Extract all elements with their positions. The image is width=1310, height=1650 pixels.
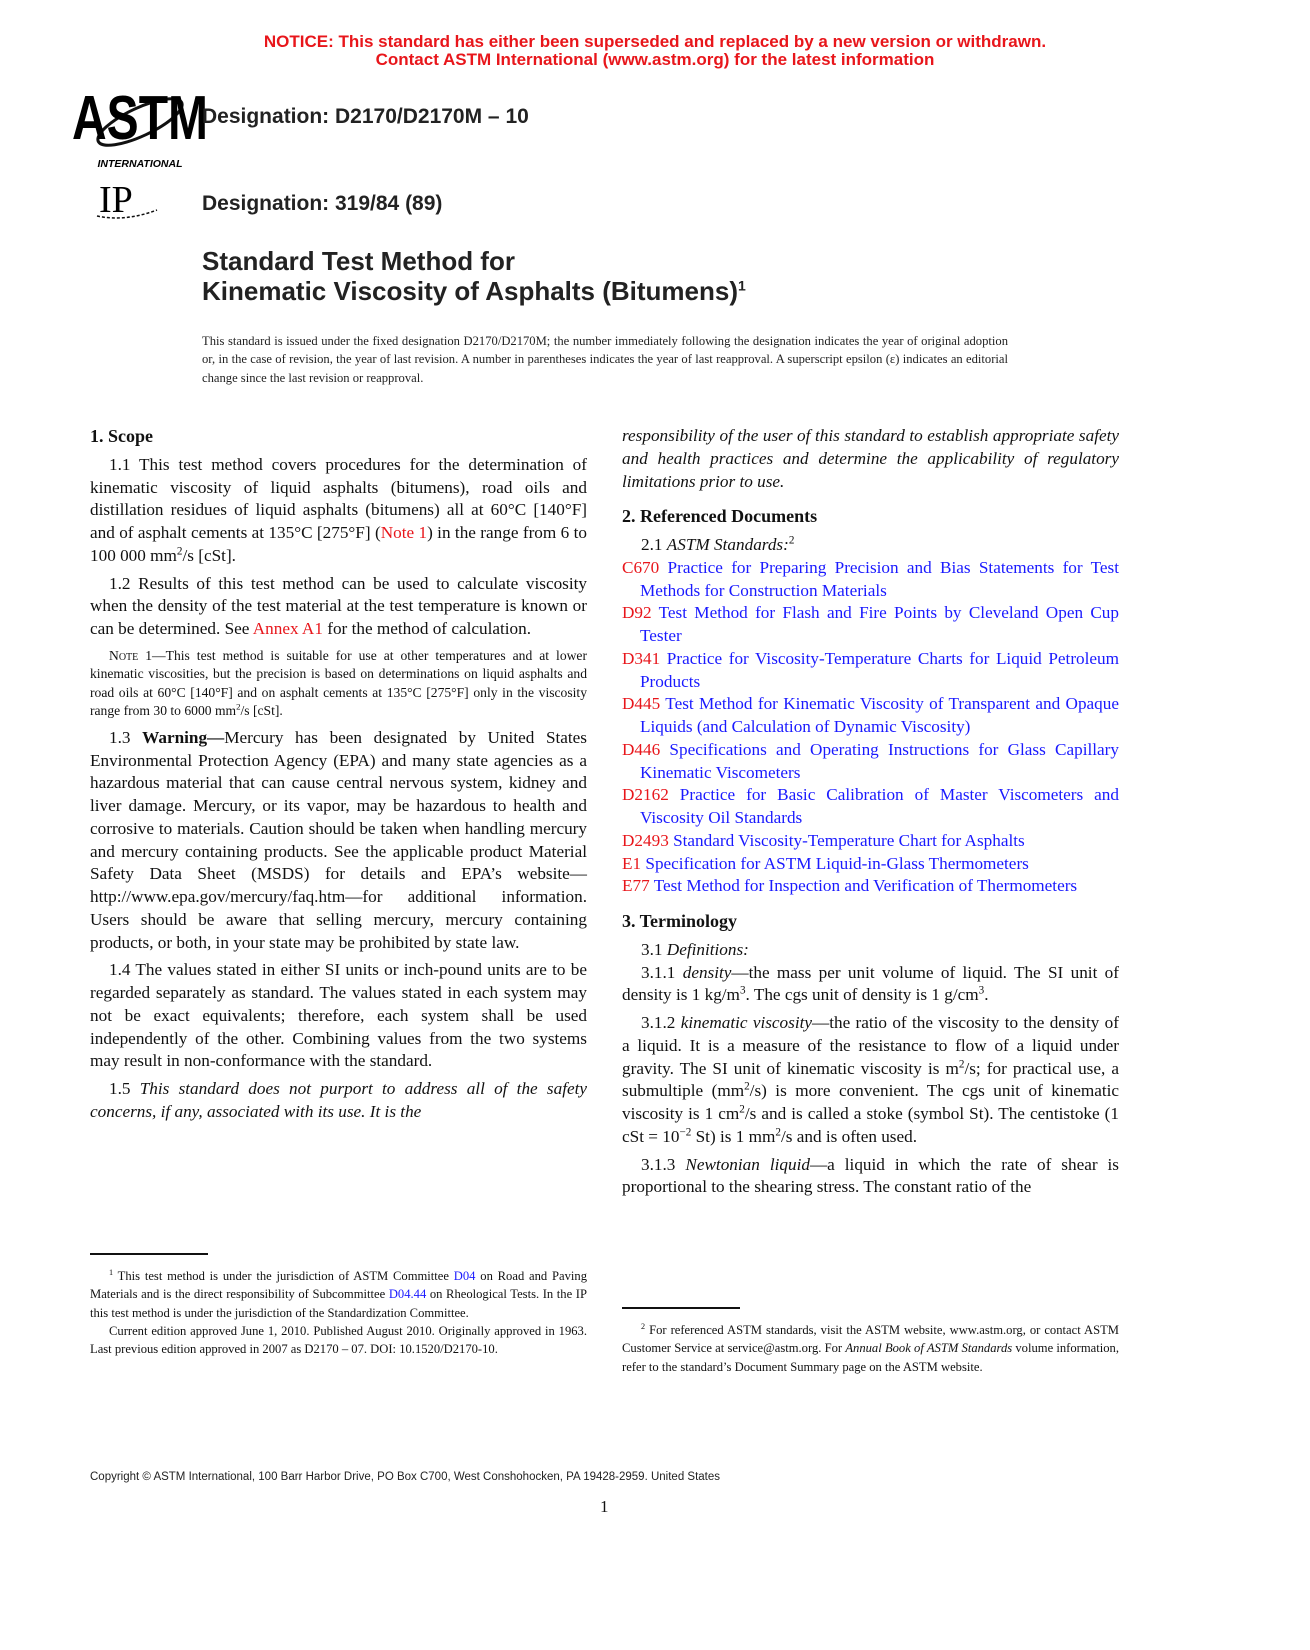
referenced-documents-list (622, 557, 1119, 898)
superscript: 3 (739, 984, 746, 997)
referenced-document-item[interactable] (622, 557, 1119, 603)
svg-text:IP: IP (99, 179, 133, 221)
text-run: /s and is called a stoke (symbol St). The centistoke (1 cSt = 10 (622, 1104, 1119, 1146)
text-run: Definitions: (666, 939, 749, 959)
text-run: 1.3 (109, 727, 143, 747)
standard-code-link[interactable]: D2493 (622, 830, 669, 850)
para-1-1 (90, 454, 587, 568)
footnote-2 (622, 1321, 1119, 1376)
referenced-document-item[interactable] (622, 648, 1119, 694)
footnote-1-edition (90, 1322, 587, 1359)
footnote-rule-right (622, 1307, 740, 1309)
superscript: 2 (236, 701, 241, 712)
text-run: 3.1.3 (641, 1154, 686, 1174)
left-column (90, 425, 587, 1129)
section-3-heading: 3. Terminology (622, 911, 738, 931)
referenced-document-item[interactable] (622, 693, 1119, 739)
copyright-line: Copyright © ASTM International, 100 Barr Harbor Drive, PO Box C700, West Conshohocken, PA 19428-2959. United States (90, 1471, 721, 1483)
section-2-heading: 2. Referenced Documents (622, 506, 818, 527)
text-run: Current edition approved June 1, 2010. Published August 2010. Originally approved in 1963. Last previous edition approved in 2007 as D2170 – 07. DOI: 10.1520/D2170-10. (90, 1323, 587, 1357)
para-3-1-2 (622, 1012, 1119, 1149)
standard-code-link[interactable]: D2162 (622, 785, 669, 805)
superscript: 2 (176, 545, 183, 558)
standard-title-link[interactable]: Standard Viscosity-Temperature Chart for Asphalts (673, 830, 1025, 850)
text-run: /s [cSt]. (240, 703, 283, 719)
para-3-1 (622, 939, 1119, 962)
superscript: 2 (958, 1057, 965, 1070)
cross-reference-link[interactable]: Note 1 (380, 523, 428, 542)
text-run: /s) is more convenient. The cgs unit of kinematic viscosity is 1 cm (622, 1081, 1119, 1123)
note-1 (90, 647, 587, 721)
text-run: 2.1 (641, 535, 667, 554)
standard-title-link[interactable]: Practice for Basic Calibration of Master Viscometers and Viscosity Oil Standards (640, 785, 1119, 827)
svg-text:INTERNATIONAL: INTERNATIONAL (97, 158, 183, 170)
text-run: volume information, refer to the standard’s Document Summary page on the ASTM website. (622, 1341, 1119, 1374)
para-1-5-continued (622, 425, 1119, 493)
standard-title-link[interactable]: Test Method for Flash and Fire Points by Cleveland Open Cup Tester (640, 603, 1119, 645)
text-run: 1.2 Results of this test method can be used to calculate viscosity when the density of the test material at the test temperature is known or can be determined. See (90, 573, 587, 638)
text-run: /s; for practical use, a submultiple (mm (622, 1058, 1119, 1101)
text-run: ) in the range from 6 to 100 000 mm (90, 523, 587, 565)
notice-line-2: Contact ASTM International (www.astm.org) for the latest information (375, 50, 935, 69)
para-1-4 (90, 959, 587, 1073)
standard-code-link[interactable]: E1 (622, 853, 642, 873)
superscript: 3 (978, 984, 985, 997)
standard-title-link[interactable]: Specification for ASTM Liquid-in-Glass Thermometers (645, 853, 1029, 873)
referenced-document-item[interactable] (622, 853, 1119, 876)
footnote-rule-left (90, 1253, 208, 1255)
text-run: St) is 1 mm (691, 1126, 776, 1146)
text-run: —the mass per unit volume of liquid. The SI unit of density is 1 kg/m (622, 962, 1119, 1005)
referenced-document-item[interactable] (622, 739, 1119, 785)
standard-code-link[interactable]: E77 (622, 876, 650, 896)
para-3-1-1 (622, 962, 1119, 1008)
footnotes-left (90, 1267, 587, 1358)
text-run: Newtonian liquid (685, 1154, 810, 1174)
text-run: for the method of calculation. (322, 619, 532, 638)
text-run: . The cgs unit of density is 1 g/cm (745, 985, 979, 1005)
cross-reference-link[interactable]: D04.44 (388, 1287, 427, 1302)
superscript: −2 (679, 1126, 692, 1139)
referenced-document-item[interactable] (622, 784, 1119, 830)
para-1-5 (90, 1078, 587, 1124)
superscript: 2 (739, 1103, 745, 1116)
text-run: responsibility of the user of this standard to establish appropriate safety and health practices and determine the applicability of regulatory limitations prior to use. (622, 426, 1119, 491)
superscript: 2 (775, 1126, 781, 1139)
referenced-document-item[interactable] (622, 875, 1119, 898)
text-run: Annual Book of ASTM Standards (845, 1341, 1013, 1356)
designation-ip: Designation: 319/84 (89) (202, 192, 443, 215)
text-run: density (682, 962, 732, 982)
standard-title-link[interactable]: Practice for Viscosity-Temperature Charts for Liquid Petroleum Products (640, 648, 1120, 691)
text-run: 3.1.2 (641, 1013, 681, 1032)
text-run: This test method is under the jurisdiction of ASTM Committee (113, 1269, 454, 1283)
text-run: —a liquid in which the rate of shear is proportional to the shearing stress. The constant ratio of the (622, 1154, 1120, 1197)
text-run: Note (109, 647, 139, 663)
cross-reference-link[interactable]: Annex A1 (252, 619, 323, 638)
text-run: /s and is often used. (780, 1126, 918, 1146)
text-run: Warning— (142, 727, 225, 747)
ip-logo (95, 180, 165, 222)
title-line-2 (202, 276, 746, 306)
title-text: Kinematic Viscosity of Asphalts (Bitumens) (202, 276, 739, 306)
superscript: 2 (788, 534, 795, 547)
title-line-1: Standard Test Method for (202, 246, 515, 276)
para-3-1-3 (622, 1154, 1119, 1200)
text-run: This standard does not purport to address all of the safety concerns, if any, associated with its use. It is the (90, 1079, 588, 1121)
standard-title-link[interactable]: Test Method for Inspection and Verification of Thermometers (653, 876, 1078, 896)
text-run: /s [cSt]. (182, 545, 236, 565)
designation-astm: Designation: D2170/D2170M – 10 (202, 105, 529, 128)
svg-text:ASTM: ASTM (72, 83, 208, 153)
text-run: For referenced ASTM standards, visit the ASTM website, www.astm.org, or contact ASTM Customer Service at service@astm.org. For (622, 1323, 1119, 1356)
text-run: Mercury has been designated by United States Environmental Protection Agency (EPA) and many state agencies as a hazardous material that can cause central nervous system, kidney and liver damage. Mercury, or its vapor, may be hazardous to health and corrosive to materials. Caution should be taken when handling mercury and mercury containing products. See the applicable product Material Safety Data Sheet (MSDS) for details and EPA’s website—http://www.epa.gov/mercury/faq.htm—for additional information. Users should be aware that selling mercury, mercury containing products, or both, in your state may be prohibited by state law. (90, 727, 587, 952)
notice-line-1: NOTICE: This standard has either been superseded and replaced by a new version or withdrawn. (263, 32, 1047, 51)
right-column (622, 425, 1119, 1204)
text-run: 1.4 The values stated in either SI units or inch-pound units are to be regarded separately as standard. The values stated in each system may not be exact equivalents; therefore, each system shall be used independently of the other. Combining values from the two systems may result in non-conformance with the standard. (90, 960, 587, 1071)
referenced-document-item[interactable] (622, 602, 1119, 648)
text-run: —the ratio of the viscosity to the density of a liquid. It is a measure of the resistance to flow of a liquid under gravity. The SI unit of kinematic viscosity is m (622, 1013, 1119, 1078)
section-1-heading: 1. Scope (90, 426, 153, 446)
standard-code-link[interactable]: C670 (622, 557, 660, 577)
text-run: . (984, 985, 989, 1005)
para-1-3 (90, 727, 587, 955)
standard-title-link[interactable]: Practice for Preparing Precision and Bias Statements for Test Methods for Construction Materials (640, 557, 1119, 600)
standard-title-link[interactable]: Specifications and Operating Instructions for Glass Capillary Kinematic Viscometers (640, 739, 1119, 782)
text-run: on Road and Paving Materials and is the direct responsibility of Subcommittee (90, 1269, 587, 1302)
text-run: 1—This test method is suitable for use at other temperatures and at lower kinematic viscosities, but the precision is based on determinations on liquid asphalts and road oils at 60°C [140°F] and on asphalt cements at 135°C [275°F] only in the viscosity range from 30 to 6000 mm (90, 647, 587, 719)
referenced-document-item[interactable] (622, 830, 1119, 853)
standard-code-link[interactable]: D445 (622, 694, 661, 714)
standard-title-link[interactable]: Test Method for Kinematic Viscosity of Transparent and Opaque Liquids (and Calculation of Dynamic Viscosity) (640, 694, 1119, 736)
footnote-1 (90, 1267, 587, 1322)
text-run: 3.1.1 (641, 962, 683, 982)
astm-logo (72, 82, 208, 172)
standard-code-link[interactable]: D446 (622, 739, 661, 759)
footnotes-right (622, 1321, 1119, 1376)
superscript: 2 (641, 1321, 646, 1331)
text-run: on Rheological Tests. In the IP this test method is under the jurisdiction of the Standardization Committee. (90, 1287, 587, 1320)
standard-code-link[interactable]: D92 (622, 603, 652, 623)
superscript: 1 (109, 1267, 114, 1277)
para-2-1 (622, 534, 1119, 557)
text-run: ASTM Standards: (666, 535, 789, 554)
issuance-statement: This standard is issued under the fixed designation D2170/D2170M; the number immediately following the designation indicates the year of original adoption or, in the case of revision, the year of last revision. A number in parentheses indicates the year of last reapproval. A superscript epsilon (ε) indicates an editorial change since the last revision or reapproval. (202, 334, 1008, 385)
cross-reference-link[interactable]: D04 (453, 1269, 476, 1283)
page-number: 1 (600, 1497, 609, 1516)
text-run: 1.1 This test method covers procedures for the determination of kinematic viscosity of liquid asphalts (bitumens), road oils and distillation residues of liquid asphalts (bitumens) all at 60°C [140°F] and of asphalt cements at 135°C [275°F] ( (90, 454, 587, 542)
text-run: kinematic viscosity (680, 1013, 813, 1032)
text-run: 3.1 (641, 939, 667, 959)
superscript: 2 (744, 1080, 750, 1093)
para-1-2 (90, 573, 587, 641)
title-footnote-ref: 1 (738, 277, 746, 294)
standard-code-link[interactable]: D341 (622, 648, 661, 668)
text-run: 1.5 (109, 1079, 140, 1098)
